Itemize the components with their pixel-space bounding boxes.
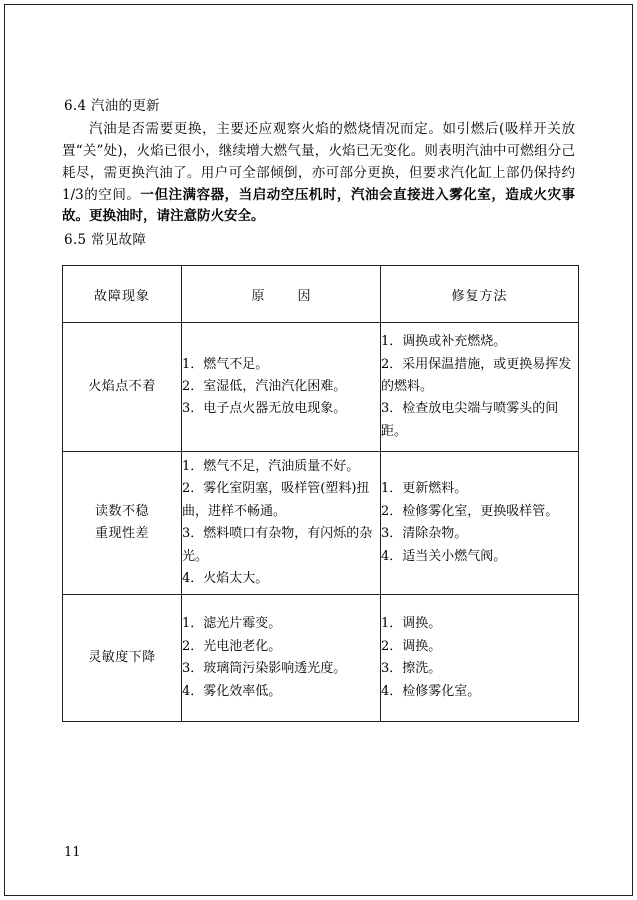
list-item: 1．燃气不足。 xyxy=(182,356,269,372)
row-remedies-1 xyxy=(381,323,579,452)
list-item: 3．玻璃筒污染影响透光度。 xyxy=(182,661,347,677)
list-item: 2．调换。 xyxy=(381,638,442,654)
list-item: 2．采用保温措施，或更换易挥发的燃料。 xyxy=(381,356,572,394)
row-causes-1 xyxy=(182,323,381,452)
list-item: 1．燃气不足，汽油质量不好。 xyxy=(182,459,360,475)
table-row xyxy=(63,452,579,595)
list-item: 1．调换。 xyxy=(381,616,442,632)
row-phenomenon-2-line2: 重现性差 xyxy=(94,526,149,542)
list-item: 2．检修雾化室，更换吸样管。 xyxy=(381,503,559,519)
table-row xyxy=(63,323,579,452)
list-item: 4．适当关小燃气阀。 xyxy=(381,548,507,564)
list-item: 4．雾化效率低。 xyxy=(182,683,282,699)
list-item: 3．检查放电尖端与喷雾头的间距。 xyxy=(381,401,559,439)
row-remedies-2 xyxy=(381,452,579,595)
row-causes-3 xyxy=(182,595,381,722)
list-item: 4．检修雾化室。 xyxy=(381,683,481,699)
row-phenomenon-1: 火焰点不着 xyxy=(63,323,182,452)
list-item: 4．火焰太大。 xyxy=(182,570,269,586)
paragraph-text-bold: 一但注满容器，当启动空压机时，汽油会直接进入雾化室，造成火灾事故。更换油时，请注意防火安全。 xyxy=(62,186,576,225)
list-item: 1．更新燃料。 xyxy=(381,481,468,497)
section-heading-6-5: 6.5 常见故障 xyxy=(64,232,147,249)
row-remedies-3 xyxy=(381,595,579,722)
list-item: 3．燃料喷口有杂物，有闪烁的杂光。 xyxy=(182,526,373,564)
row-phenomenon-3: 灵敏度下降 xyxy=(63,595,182,722)
table-header-cause xyxy=(182,266,381,323)
list-item: 1．调换或补充燃烧。 xyxy=(381,334,507,350)
table-row xyxy=(63,595,579,722)
list-item: 2．室湿低，汽油汽化困难。 xyxy=(182,378,347,394)
row-phenomenon-2-line1: 读数不稳 xyxy=(94,504,149,520)
table-header-row xyxy=(63,266,579,323)
list-item: 3．清除杂物。 xyxy=(381,526,468,542)
list-item: 3．电子点火器无放电现象。 xyxy=(182,401,347,417)
list-item: 1．滤光片霉变。 xyxy=(182,616,282,632)
section-heading-6-4: 6.4 汽油的更新 xyxy=(64,98,160,114)
table-header-cause-char1: 原 因 xyxy=(251,288,321,304)
table-header-phenomenon: 故障现象 xyxy=(63,266,182,323)
fault-troubleshooting-table xyxy=(62,265,579,722)
paragraph-gasoline-replacement xyxy=(62,119,575,228)
table-header-remedy: 修复方法 xyxy=(381,266,579,323)
list-item: 3．擦洗。 xyxy=(381,661,442,677)
list-item: 2．雾化室阴塞，吸样管(塑料)扭曲，进样不畅通。 xyxy=(182,481,370,519)
page-number: 11 xyxy=(64,845,81,860)
list-item: 2．光电池老化。 xyxy=(182,638,282,654)
paragraph-text-plain: 汽油是否需要更换，主要还应观察火焰的燃烧情况而定。如引燃后(吸样开关放置“关”处)，火焰已很小，继续增大燃气量，火焰已无变化。则表明汽油中可燃组分己耗尽，需更换汽油了。用户可全部倾倒，亦可部分更换，但要求汽化缸上部仍保持约1/3的空间。 xyxy=(62,120,575,203)
row-phenomenon-2 xyxy=(63,452,182,595)
row-causes-2 xyxy=(182,452,381,595)
